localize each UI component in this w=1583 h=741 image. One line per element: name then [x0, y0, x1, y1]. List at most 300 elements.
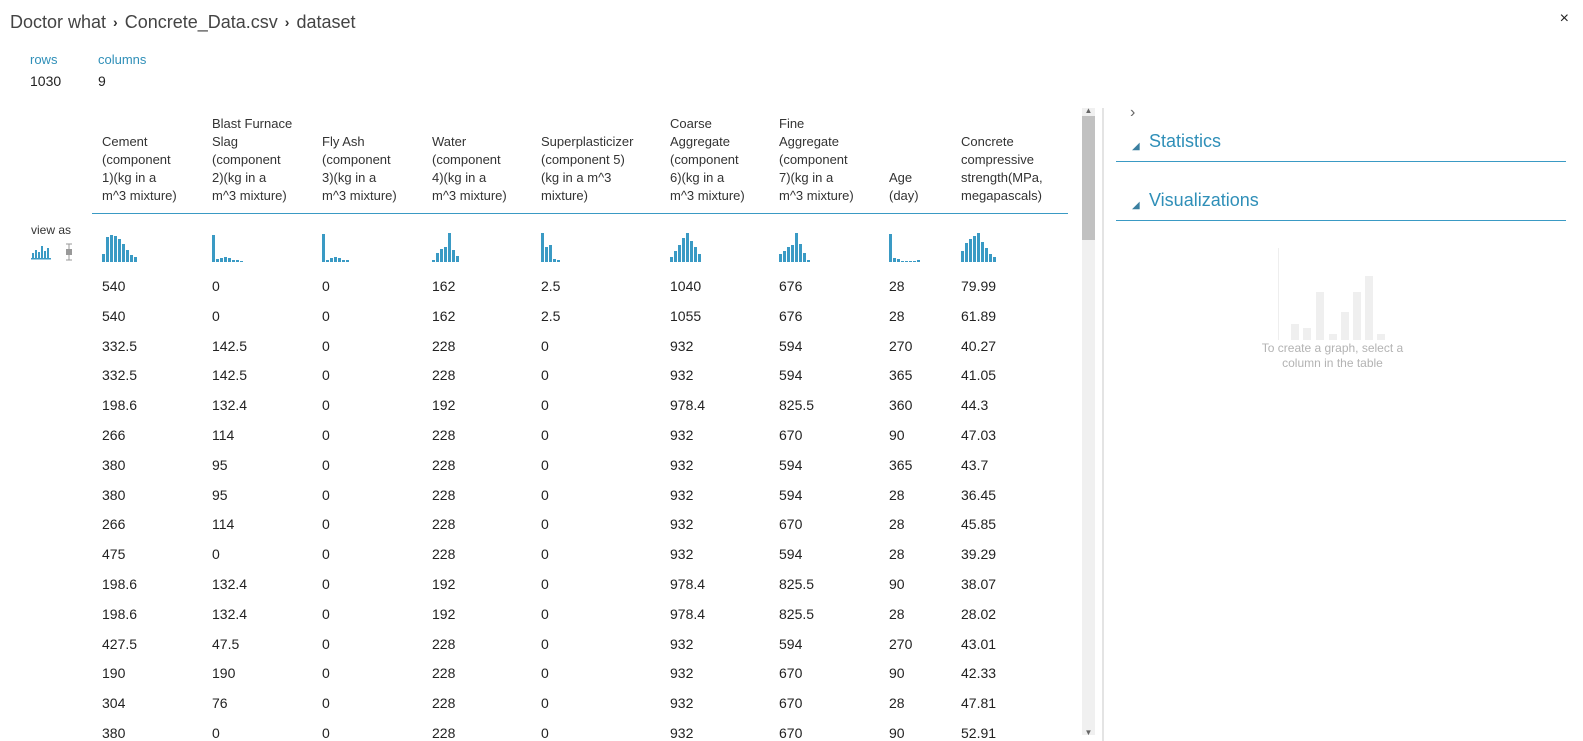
table-cell[interactable]: 61.89	[961, 307, 997, 324]
table-cell[interactable]: 540	[102, 278, 126, 294]
histogram-bar	[698, 254, 701, 262]
table-cell[interactable]: 0	[322, 635, 330, 652]
table-cell[interactable]: 670	[779, 695, 803, 712]
histogram-bar	[807, 260, 810, 262]
statistics-section[interactable]	[1116, 131, 1566, 162]
table-cell[interactable]: 0	[322, 367, 330, 384]
table-cell[interactable]: 142.5	[212, 367, 248, 384]
table-cell[interactable]: 670	[779, 724, 803, 741]
histogram-row	[92, 226, 1068, 262]
histogram-bar	[973, 236, 976, 262]
histogram-bar	[102, 254, 105, 262]
histogram-bar	[787, 247, 790, 262]
table-cell[interactable]: 932	[670, 337, 694, 354]
histogram-bar	[553, 259, 556, 262]
table-cell[interactable]: 228	[432, 516, 456, 533]
table-cell[interactable]: 932	[670, 635, 694, 652]
histogram-bar	[545, 247, 548, 262]
table-cell[interactable]: 198.6	[102, 575, 138, 592]
histogram-bar	[122, 244, 125, 262]
column-header-line: (kg in a m^3	[541, 170, 612, 185]
table-cell[interactable]: 2.5	[541, 307, 561, 324]
histogram-bar	[114, 236, 117, 262]
table-cell[interactable]: 270	[889, 635, 913, 652]
table-cell[interactable]: 0	[212, 546, 220, 563]
column-header[interactable]	[432, 133, 507, 205]
table-cell[interactable]: 95	[212, 456, 228, 473]
column-histogram[interactable]	[322, 226, 350, 262]
column-header[interactable]	[779, 115, 854, 205]
histogram-bar	[799, 244, 802, 262]
column-header-line: megapascals)	[961, 188, 1042, 203]
table-scrollbar[interactable]	[1082, 108, 1095, 735]
table-cell[interactable]: 142.5	[212, 337, 248, 354]
rows-summary	[30, 52, 61, 89]
table-cell[interactable]: 76	[212, 695, 228, 712]
column-header-line: 2)(kg in a	[212, 170, 267, 185]
table-cell[interactable]: 594	[779, 635, 803, 652]
table-cell[interactable]: 0	[541, 546, 549, 563]
histogram-bar	[212, 235, 215, 262]
table-cell[interactable]: 932	[670, 665, 694, 682]
histogram-bar	[965, 243, 968, 262]
table-cell[interactable]: 360	[889, 397, 913, 414]
table-cell[interactable]: 0	[322, 575, 330, 592]
column-histogram[interactable]	[212, 226, 244, 262]
table-cell[interactable]: 978.4	[670, 575, 706, 592]
table-cell[interactable]: 825.5	[779, 575, 815, 592]
table-cell[interactable]: 594	[779, 486, 803, 503]
table-cell[interactable]: 95	[212, 486, 228, 503]
column-header-line: Fly Ash	[322, 134, 365, 149]
table-row[interactable]	[92, 661, 1068, 691]
rows-value: 1030	[30, 73, 62, 89]
table-cell[interactable]: 36.45	[961, 486, 997, 503]
table-cell[interactable]: 540	[102, 307, 126, 324]
table-cell[interactable]: 825.5	[779, 397, 815, 414]
table-cell[interactable]: 41.05	[961, 367, 997, 384]
column-histogram[interactable]	[961, 226, 997, 262]
histogram-bar	[557, 260, 560, 262]
histogram-bar	[901, 261, 904, 262]
table-cell[interactable]: 228	[432, 546, 456, 563]
histogram-bar	[909, 261, 912, 262]
table-cell[interactable]: 0	[322, 605, 330, 622]
table-cell[interactable]: 670	[779, 426, 803, 443]
column-header-line: Blast Furnace	[212, 116, 293, 131]
table-cell[interactable]: 192	[432, 575, 456, 592]
table-cell[interactable]: 28	[889, 278, 905, 294]
table-cell[interactable]: 228	[432, 337, 456, 354]
table-row[interactable]	[92, 423, 1068, 453]
table-cell[interactable]: 190	[102, 665, 126, 682]
table-cell[interactable]: 40.27	[961, 337, 997, 354]
table-cell[interactable]: 932	[670, 516, 694, 533]
histogram-bar	[694, 247, 697, 262]
column-header[interactable]	[322, 133, 397, 205]
table-cell[interactable]: 90	[889, 665, 905, 682]
column-header[interactable]	[961, 133, 1043, 205]
column-header[interactable]	[212, 115, 292, 205]
table-cell[interactable]: 932	[670, 456, 694, 473]
histogram-bar	[969, 239, 972, 262]
column-histogram[interactable]	[670, 226, 702, 262]
column-header-line: m^3 mixture)	[779, 188, 854, 203]
table-cell[interactable]: 162	[432, 278, 456, 294]
column-header-line: compressive	[961, 152, 1034, 167]
table-cell[interactable]: 162	[432, 307, 456, 324]
column-header-line: (day)	[889, 188, 919, 203]
histogram-bar	[322, 234, 325, 262]
column-header-line: 3)(kg in a	[322, 170, 377, 185]
table-cell[interactable]: 0	[212, 278, 220, 294]
table-cell[interactable]: 332.5	[102, 337, 138, 354]
histogram-bar	[783, 251, 786, 262]
table-cell[interactable]: 380	[102, 486, 126, 503]
histogram-bar	[690, 241, 693, 262]
table-cell[interactable]: 0	[322, 456, 330, 473]
table-cell[interactable]: 192	[432, 605, 456, 622]
table-cell[interactable]: 228	[432, 665, 456, 682]
table-cell[interactable]: 0	[322, 546, 330, 563]
histogram-bar	[232, 260, 235, 262]
table-row[interactable]	[92, 572, 1068, 602]
table-cell[interactable]: 0	[322, 516, 330, 533]
table-cell[interactable]: 228	[432, 367, 456, 384]
column-header-line: 4)(kg in a	[432, 170, 487, 185]
table-cell[interactable]: 192	[432, 397, 456, 414]
histogram-bar	[240, 261, 243, 262]
histogram-bar	[236, 260, 239, 262]
histogram-bar	[682, 238, 685, 262]
table-cell[interactable]: 365	[889, 367, 913, 384]
table-cell[interactable]: 270	[889, 337, 913, 354]
table-cell[interactable]: 332.5	[102, 367, 138, 384]
table-cell[interactable]: 932	[670, 695, 694, 712]
scroll-down-arrow[interactable]: ▼	[1084, 728, 1093, 737]
table-cell[interactable]: 380	[102, 456, 126, 473]
column-histogram[interactable]	[889, 226, 921, 262]
column-header-line: (component	[322, 152, 391, 167]
histogram-bar	[917, 260, 920, 262]
table-row[interactable]	[92, 632, 1068, 662]
table-cell[interactable]: 228	[432, 456, 456, 473]
column-header-line: Superplasticizer	[541, 134, 634, 149]
histogram-bar	[779, 254, 782, 262]
column-header-line: (component	[670, 152, 739, 167]
column-header-line: m^3 mixture)	[670, 188, 745, 203]
table-cell[interactable]: 932	[670, 426, 694, 443]
histogram-bar	[985, 248, 988, 262]
table-cell[interactable]: 0	[541, 397, 549, 414]
table-cell[interactable]: 132.4	[212, 605, 248, 622]
column-header-line: m^3 mixture)	[432, 188, 507, 203]
table-cell[interactable]: 28	[889, 605, 905, 622]
breadcrumb-view: dataset	[296, 12, 356, 32]
histogram-bar	[448, 233, 451, 262]
table-cell[interactable]: 2.5	[541, 278, 561, 294]
table-cell[interactable]: 190	[212, 665, 236, 682]
placeholder-chart-icon	[1278, 248, 1379, 340]
table-cell[interactable]: 44.3	[961, 397, 989, 414]
histogram-bar	[436, 253, 439, 262]
expand-panel-icon[interactable]: ›	[1130, 104, 1136, 121]
table-cell[interactable]: 0	[322, 426, 330, 443]
table-cell[interactable]: 132.4	[212, 575, 248, 592]
histogram-bar	[905, 261, 908, 262]
column-header-line: (component 5)	[541, 152, 625, 167]
histogram-bar	[989, 254, 992, 262]
table-cell[interactable]: 676	[779, 307, 803, 324]
table-cell[interactable]: 43.7	[961, 456, 989, 473]
table-cell[interactable]: 90	[889, 575, 905, 592]
column-histogram[interactable]	[541, 226, 561, 262]
histogram-bar	[961, 251, 964, 262]
histogram-bar	[118, 239, 121, 262]
table-cell[interactable]: 228	[432, 486, 456, 503]
table-cell[interactable]: 0	[541, 635, 549, 652]
histogram-bar	[338, 258, 341, 262]
histogram-bar	[110, 235, 113, 262]
column-histogram[interactable]	[432, 226, 460, 262]
scroll-up-arrow[interactable]: ▲	[1084, 106, 1093, 115]
chevron-right-icon: ›	[284, 14, 290, 30]
histogram-bar	[444, 247, 447, 262]
table-cell[interactable]: 47.5	[212, 635, 240, 652]
table-cell[interactable]: 228	[432, 695, 456, 712]
visualization-hint: To create a graph, select a column in the table	[1261, 341, 1404, 370]
table-cell[interactable]: 114	[212, 426, 235, 443]
table-cell[interactable]: 0	[322, 337, 330, 354]
table-cell[interactable]: 228	[432, 724, 456, 741]
column-header-line: Fine	[779, 116, 805, 131]
table-cell[interactable]: 28	[889, 486, 905, 503]
histogram-bar	[541, 233, 544, 262]
table-cell[interactable]: 79.99	[961, 278, 997, 294]
table-cell[interactable]: 0	[541, 367, 549, 384]
histogram-bar	[334, 257, 337, 262]
table-row[interactable]	[92, 483, 1068, 513]
histogram-bar	[803, 253, 806, 262]
histogram-bar	[889, 234, 892, 262]
table-cell[interactable]: 52.91	[961, 724, 997, 741]
column-header-line: m^3 mixture)	[102, 188, 177, 203]
histogram-bar	[795, 233, 798, 262]
histogram-bar	[549, 245, 552, 262]
table-cell[interactable]: 132.4	[212, 397, 248, 414]
table-row[interactable]	[92, 453, 1068, 483]
histogram-bar	[106, 237, 109, 262]
table-cell[interactable]: 670	[779, 516, 803, 533]
table-cell[interactable]: 932	[670, 546, 694, 563]
table-cell[interactable]: 0	[541, 695, 549, 712]
column-histogram[interactable]	[102, 226, 138, 262]
table-cell[interactable]: 594	[779, 456, 803, 473]
column-header[interactable]	[541, 133, 634, 205]
table-cell[interactable]: 427.5	[102, 635, 138, 652]
column-header-line: 7)(kg in a	[779, 170, 834, 185]
column-header-line: Water	[432, 134, 467, 149]
histogram-bar	[893, 258, 896, 262]
column-header[interactable]	[889, 169, 919, 205]
table-cell[interactable]: 90	[889, 426, 905, 443]
table-cell[interactable]: 0	[322, 695, 330, 712]
table-cell[interactable]: 266	[102, 516, 126, 533]
table-header	[92, 116, 1068, 214]
columns-label: columns	[98, 52, 147, 67]
histogram-bar	[440, 249, 443, 262]
table-cell[interactable]: 28	[889, 307, 905, 324]
histogram-bar	[126, 250, 129, 262]
histogram-bar	[342, 260, 345, 262]
table-cell[interactable]: 0	[322, 307, 330, 324]
table-cell[interactable]: 0	[322, 665, 330, 682]
table-cell[interactable]: 47.03	[961, 426, 997, 443]
column-header-line: strength(MPa,	[961, 170, 1043, 185]
table-cell[interactable]: 978.4	[670, 605, 706, 622]
table-cell[interactable]: 198.6	[102, 605, 138, 622]
table-row[interactable]	[92, 363, 1068, 393]
table-cell[interactable]: 304	[102, 695, 126, 712]
table-cell[interactable]: 0	[541, 665, 549, 682]
table-cell[interactable]: 932	[670, 486, 694, 503]
histogram-bar	[452, 250, 455, 262]
column-header-line: m^3 mixture)	[322, 188, 397, 203]
table-cell[interactable]: 932	[670, 724, 694, 741]
table-cell[interactable]: 39.29	[961, 546, 997, 563]
table-cell[interactable]: 47.81	[961, 695, 997, 712]
table-cell[interactable]: 28	[889, 516, 905, 533]
table-cell[interactable]: 266	[102, 426, 126, 443]
column-header-line: (component	[102, 152, 171, 167]
histogram-bar	[670, 257, 673, 262]
scrollbar-thumb[interactable]	[1082, 116, 1095, 240]
close-icon[interactable]: ×	[1559, 10, 1569, 27]
table-cell[interactable]: 594	[779, 546, 803, 563]
table-cell[interactable]: 365	[889, 456, 913, 473]
table-cell[interactable]: 594	[779, 367, 803, 384]
table-cell[interactable]: 676	[779, 278, 803, 294]
table-cell[interactable]: 0	[541, 575, 549, 592]
column-header-line: Cement	[102, 134, 148, 149]
table-cell[interactable]: 42.33	[961, 665, 997, 682]
column-header-line: 1)(kg in a	[102, 170, 157, 185]
histogram-bar	[674, 251, 677, 262]
table-cell[interactable]: 475	[102, 546, 126, 563]
column-header-line: Age	[889, 170, 913, 185]
columns-summary	[98, 52, 146, 89]
table-cell[interactable]: 670	[779, 665, 803, 682]
collapse-triangle-icon: ◢	[1132, 200, 1140, 211]
collapse-triangle-icon: ◢	[1132, 141, 1140, 152]
histogram-bar	[678, 245, 681, 262]
histogram-bar	[216, 259, 219, 262]
histogram-bar	[913, 261, 916, 262]
table-row[interactable]	[92, 542, 1068, 572]
table-cell[interactable]: 198.6	[102, 397, 138, 414]
column-header-line: (component	[432, 152, 501, 167]
histogram-bar	[977, 233, 980, 262]
table-cell[interactable]: 0	[322, 278, 330, 294]
histogram-bar	[981, 242, 984, 262]
breadcrumb-project[interactable]: Doctor what	[10, 12, 107, 32]
column-header-line: Concrete	[961, 134, 1014, 149]
table-cell[interactable]: 0	[541, 456, 549, 473]
breadcrumb	[10, 12, 356, 33]
histogram-bar	[330, 258, 333, 262]
table-cell[interactable]: 0	[541, 486, 549, 503]
table-cell[interactable]: 45.85	[961, 516, 997, 533]
table-cell[interactable]: 90	[889, 724, 905, 741]
table-cell[interactable]: 28	[889, 695, 905, 712]
table-cell[interactable]: 0	[322, 486, 330, 503]
histogram-bar	[220, 258, 223, 262]
histogram-bar	[130, 255, 133, 262]
table-cell[interactable]: 932	[670, 367, 694, 384]
table-cell[interactable]: 825.5	[779, 605, 815, 622]
table-cell[interactable]: 594	[779, 337, 803, 354]
histogram-bar	[346, 260, 349, 262]
table-cell[interactable]: 0	[541, 426, 549, 443]
visualizations-title: Visualizations	[1149, 190, 1259, 210]
table-cell[interactable]: 38.07	[961, 575, 997, 592]
table-cell[interactable]: 0	[541, 337, 549, 354]
column-header-line: (component	[779, 152, 848, 167]
column-header-line: Aggregate	[670, 134, 730, 149]
table-row[interactable]	[92, 304, 1068, 334]
table-cell[interactable]: 114	[212, 516, 235, 533]
histogram-bar	[326, 260, 329, 262]
columns-value: 9	[98, 73, 106, 89]
visualizations-section[interactable]	[1116, 190, 1566, 221]
histogram-bar	[897, 259, 900, 262]
column-histogram[interactable]	[779, 226, 811, 262]
table-cell[interactable]: 228	[432, 426, 456, 443]
table-cell[interactable]: 43.01	[961, 635, 997, 652]
table-cell[interactable]: 0	[541, 724, 549, 741]
table-row[interactable]	[92, 274, 1068, 304]
table-cell[interactable]: 228	[432, 635, 456, 652]
column-header-line: (component	[212, 152, 281, 167]
breadcrumb-file[interactable]: Concrete_Data.csv	[124, 12, 278, 32]
table-cell[interactable]: 28	[889, 546, 905, 563]
table-row[interactable]	[92, 691, 1068, 721]
table-row[interactable]	[92, 393, 1068, 423]
histogram-bar	[228, 258, 231, 262]
column-header[interactable]	[670, 115, 745, 205]
table-cell[interactable]: 28.02	[961, 605, 997, 622]
table-cell[interactable]: 0	[322, 397, 330, 414]
table-row[interactable]	[92, 602, 1068, 632]
histogram-bar	[432, 260, 435, 262]
table-row[interactable]	[92, 512, 1068, 542]
table-row[interactable]	[92, 334, 1068, 364]
table-cell[interactable]: 0	[541, 605, 549, 622]
table-cell[interactable]: 1040	[670, 278, 702, 294]
table-row[interactable]	[92, 721, 1068, 741]
table-cell[interactable]: 0	[322, 724, 330, 741]
column-header[interactable]	[102, 133, 177, 205]
histogram-bar	[224, 257, 227, 262]
rows-label: rows	[30, 52, 58, 67]
histogram-bar	[993, 257, 996, 262]
table-cell[interactable]: 1055	[670, 307, 702, 324]
table-cell[interactable]: 978.4	[670, 397, 706, 414]
table-cell[interactable]: 380	[102, 724, 126, 741]
table-cell[interactable]: 0	[212, 724, 220, 741]
table-cell[interactable]: 0	[541, 516, 549, 533]
table-cell[interactable]: 0	[212, 307, 220, 324]
